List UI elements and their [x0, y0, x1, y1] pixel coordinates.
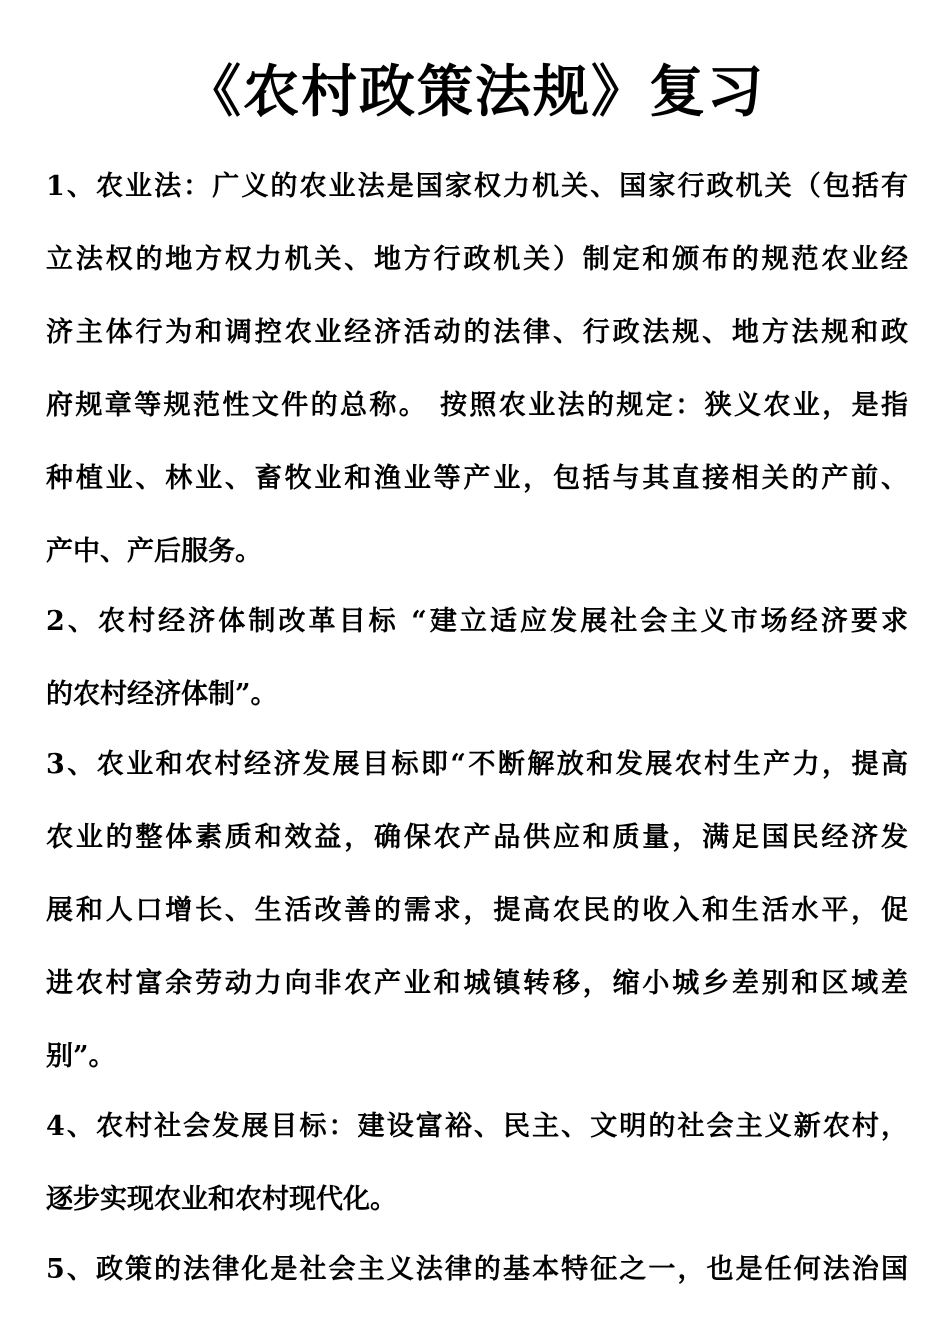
text-line: 进农村富余劳动力向非农产业和城镇转移，缩小城乡差别和区域差	[46, 968, 908, 999]
text-line: 种植业、林业、畜牧业和渔业等产业，包括与其直接相关的产前、	[46, 463, 908, 494]
text-line: 1、农业法：广义的农业法是国家权力机关、国家行政机关（包括有	[46, 171, 908, 202]
text-line: 3、农业和农村经济发展目标即“不断解放和发展农村生产力，提高	[46, 749, 908, 780]
text-line: 产中、产后服务。	[46, 536, 262, 567]
document-title: 《农村政策法规》复习	[185, 59, 765, 125]
text-line: 的农村经济体制”。	[46, 679, 278, 710]
text-line: 立法权的地方权力机关、地方行政机关）制定和颁布的规范农业经	[46, 244, 908, 275]
text-line: 府规章等规范性文件的总称。 按照农业法的规定：狭义农业，是指	[46, 390, 908, 421]
text-line: 济主体行为和调控农业经济活动的法律、行政法规、地方法规和政	[46, 317, 908, 348]
text-line: 展和人口增长、生活改善的需求，提高农民的收入和生活水平，促	[46, 895, 908, 926]
text-line: 4、农村社会发展目标：建设富裕、民主、文明的社会主义新农村，	[46, 1111, 908, 1142]
text-line: 逐步实现农业和农村现代化。	[46, 1184, 397, 1215]
text-line: 农业的整体素质和效益，确保农产品供应和质量，满足国民经济发	[46, 822, 908, 853]
text-line: 5、政策的法律化是社会主义法律的基本特征之一，也是任何法治国	[46, 1254, 908, 1285]
text-line: 别”。	[46, 1041, 116, 1072]
text-line: 2、农村经济体制改革目标 “建立适应发展社会主义市场经济要求	[46, 606, 908, 637]
